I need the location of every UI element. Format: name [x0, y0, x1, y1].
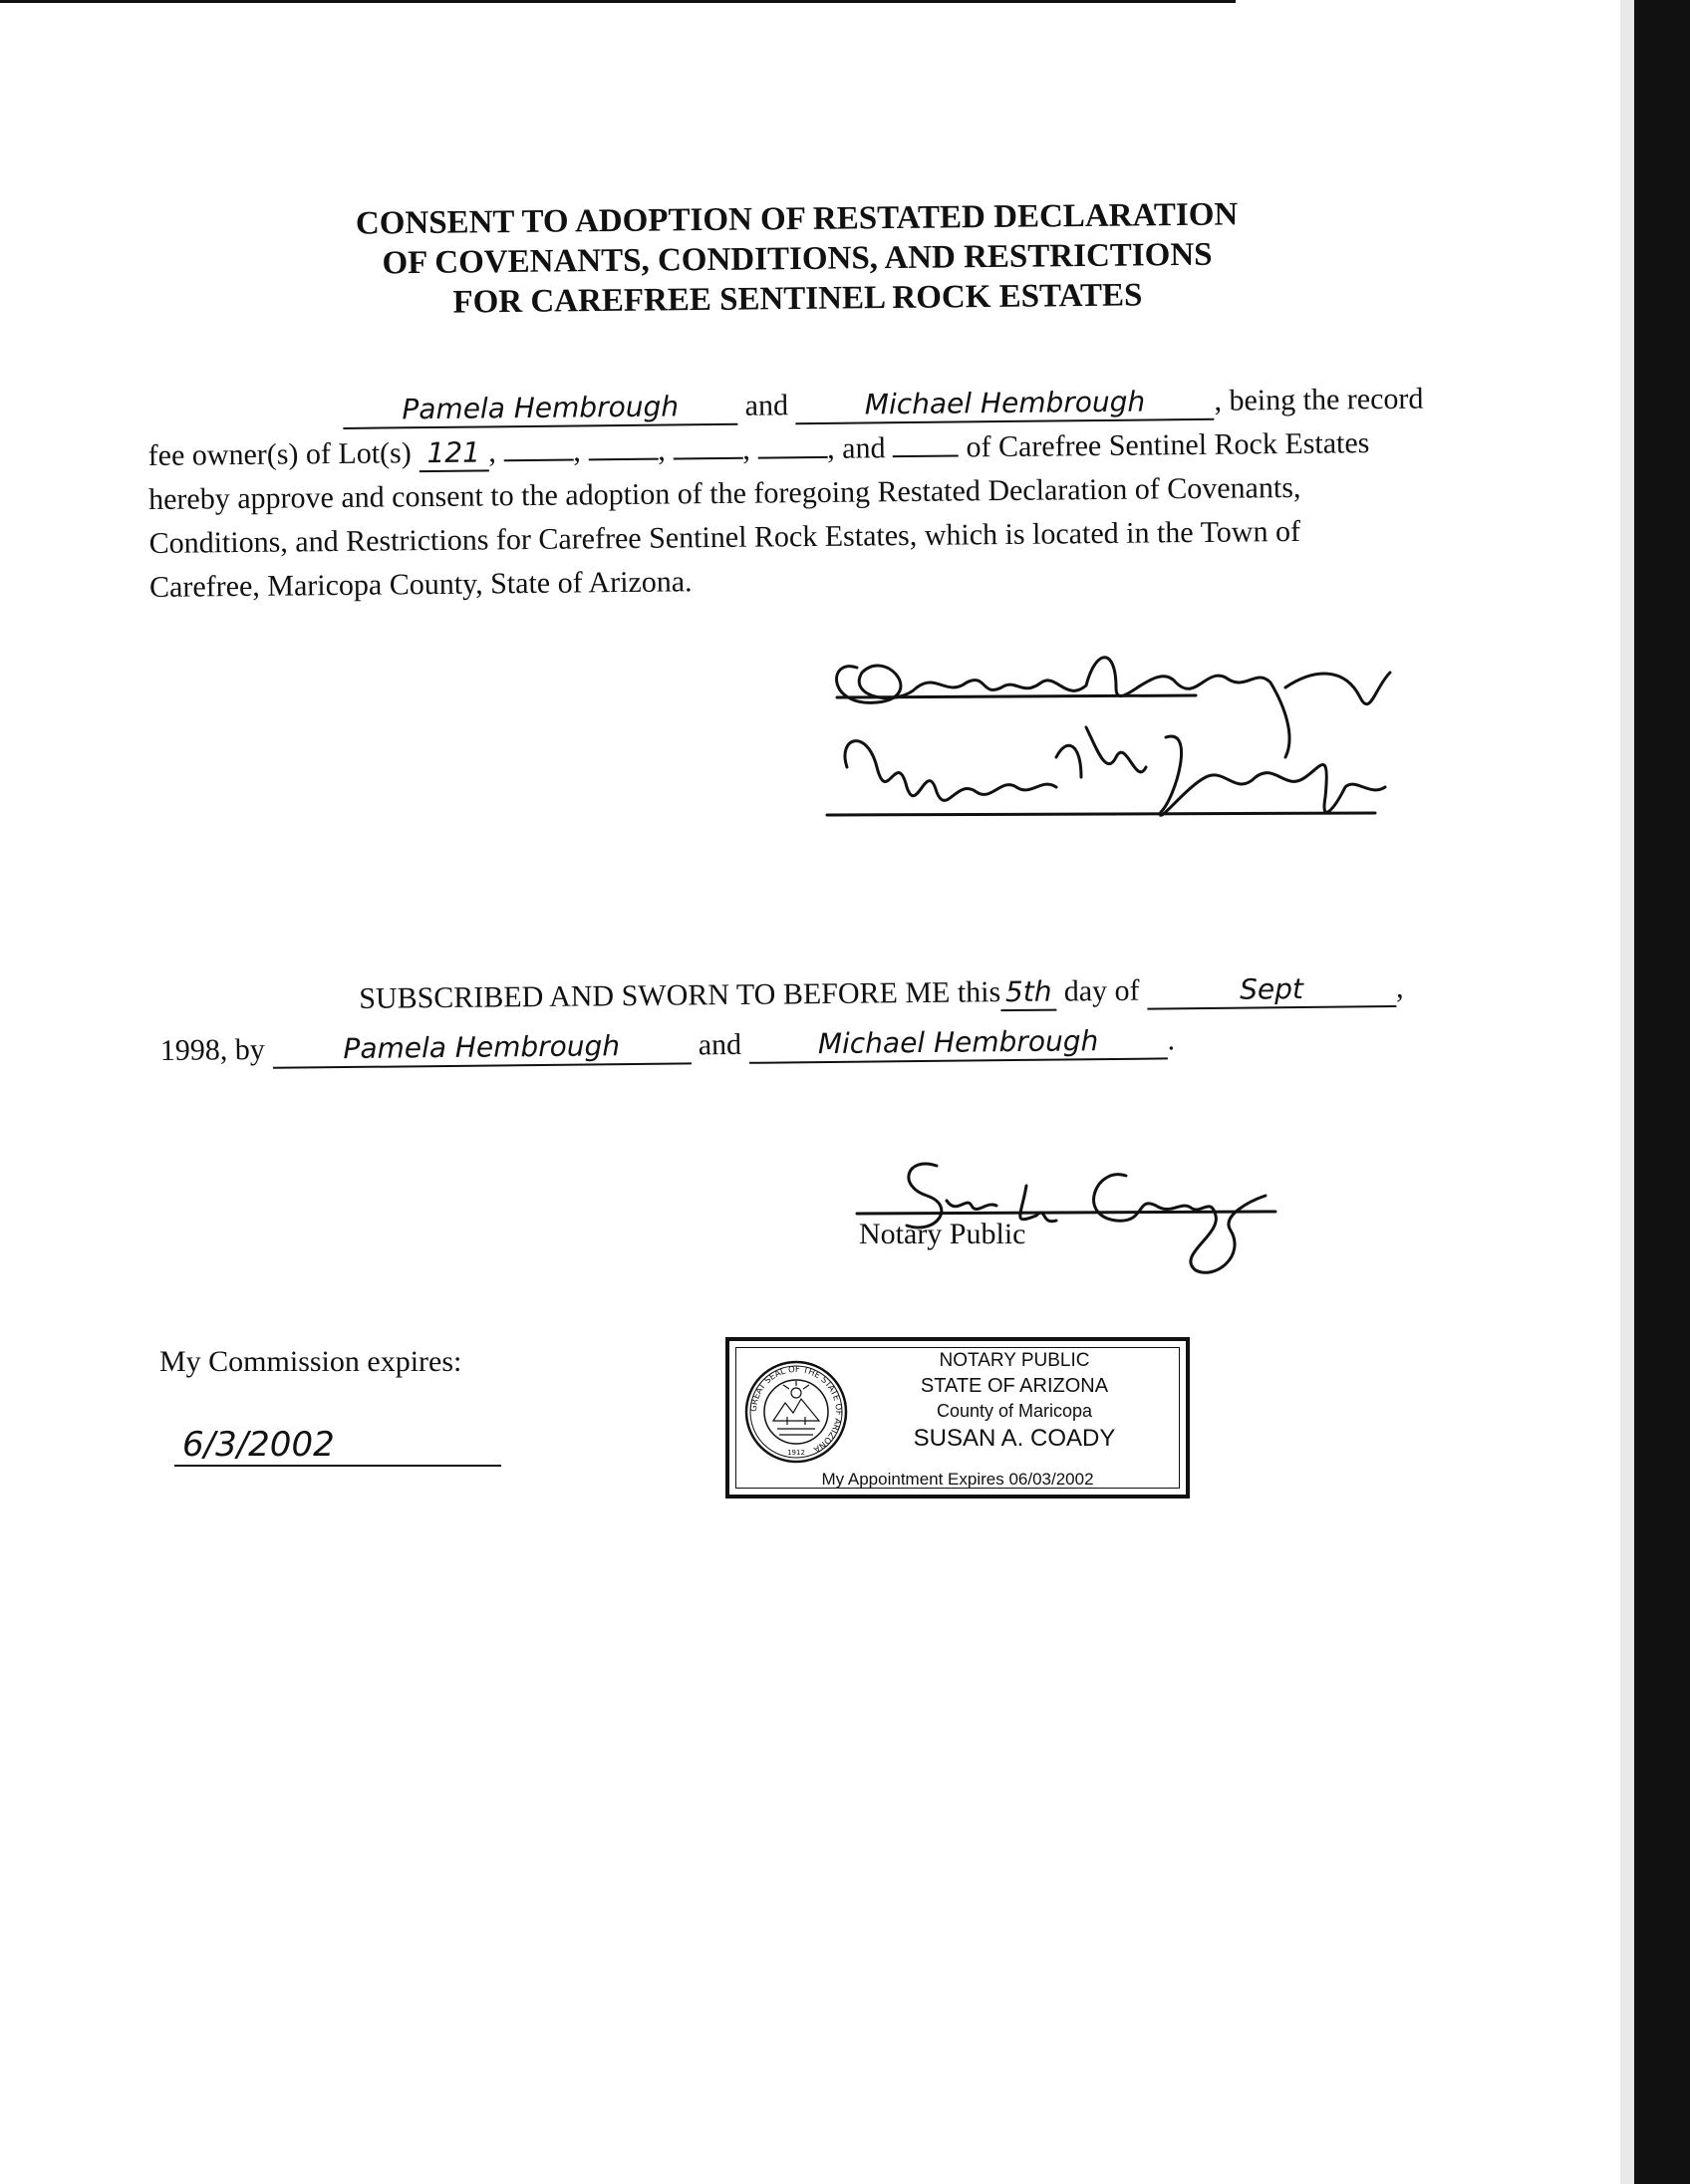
stamp-notary-name: SUSAN A. COADY — [913, 1425, 1116, 1452]
jurat-section — [159, 962, 1456, 1076]
notary-signature — [847, 1146, 1285, 1275]
title-line-3: FOR CAREFREE SENTINEL ROCK ESTATES — [452, 277, 1143, 321]
comma: , — [1395, 970, 1404, 1005]
period: . — [1167, 1023, 1176, 1057]
comma: , — [658, 433, 666, 467]
fee-owners-text: fee owner(s) of Lot(s) — [147, 436, 412, 472]
scan-edge-shadow — [1620, 0, 1634, 2184]
sworn-name2-handwritten-field: Michael Hembrough — [748, 1023, 1167, 1063]
seal-ring-text: GREAT SEAL OF THE STATE OF ARIZONA — [748, 1364, 844, 1455]
lot-blank-5 — [893, 426, 959, 457]
stamp-expiration: My Appointment Expires 06/03/2002 — [821, 1470, 1094, 1489]
document-title — [298, 194, 1295, 324]
stamp-line-2: STATE OF ARIZONA — [920, 1375, 1109, 1397]
consent-line-4: Conditions, and Restrictions for Carefree Sentinel Rock Estates, which is located in the Town of — [148, 514, 1301, 560]
sworn-name1-handwritten-field: Pamela Hembrough — [272, 1028, 691, 1068]
being-record-text: , being the record — [1214, 382, 1424, 417]
consent-paragraph — [147, 377, 1465, 610]
comma: , — [573, 434, 581, 468]
year-by-text: 1998, by — [159, 1032, 265, 1067]
scan-top-edge — [0, 0, 1236, 3]
of-estates-text: of Carefree Sentinel Rock Estates — [966, 426, 1370, 464]
arizona-seal-icon — [743, 1359, 849, 1465]
month-handwritten-field: Sept — [1147, 971, 1396, 1010]
owner1-handwritten-field: Pamela Hembrough — [343, 390, 737, 429]
lot-blank-2 — [588, 430, 658, 461]
seal-year-text: 1912 — [787, 1449, 805, 1457]
title-line-2: OF COVENANTS, CONDITIONS, AND RESTRICTIONS — [382, 236, 1213, 282]
commission-expires-label: My Commission expires: — [159, 1345, 462, 1378]
day-of-text: day of — [1063, 973, 1140, 1008]
stamp-line-3: County of Maricopa — [936, 1401, 1093, 1421]
lot-blank-1 — [503, 431, 573, 462]
lot-blank-3 — [673, 429, 742, 460]
stamp-line-1: NOTARY PUBLIC — [939, 1350, 1090, 1371]
notary-signature-drawing — [847, 1146, 1285, 1275]
and-text: and — [744, 389, 789, 422]
comma: , — [488, 435, 496, 469]
stamp-text-block — [849, 1349, 1180, 1455]
title-line-1: CONSENT TO ADOPTION OF RESTATED DECLARATION — [355, 196, 1239, 242]
notary-public-label: Notary Public — [859, 1218, 1026, 1250]
scan-right-edge — [1634, 0, 1690, 2184]
day-handwritten-field: 5th — [1000, 975, 1056, 1012]
owner2-handwritten-field: Michael Hembrough — [795, 385, 1214, 424]
owner-signatures — [817, 628, 1395, 847]
and-comma: , and — [827, 431, 886, 465]
notary-stamp — [725, 1337, 1190, 1499]
lot-handwritten-field: 121 — [419, 435, 488, 472]
sworn-prefix: SUBSCRIBED AND SWORN TO BEFORE ME this — [359, 975, 1001, 1015]
consent-line-3: hereby approve and consent to the adoption of the foregoing Restated Declaration of Covenants, — [147, 470, 1301, 516]
owner-signatures-drawing — [817, 628, 1395, 847]
lot-blank-4 — [757, 428, 827, 459]
comma: , — [742, 432, 750, 466]
and-text: and — [698, 1027, 742, 1062]
arizona-seal-drawing — [743, 1359, 849, 1465]
consent-line-5: Carefree, Maricopa County, State of Arizona. — [148, 565, 693, 604]
commission-date-handwritten: 6/3/2002 — [174, 1425, 501, 1467]
